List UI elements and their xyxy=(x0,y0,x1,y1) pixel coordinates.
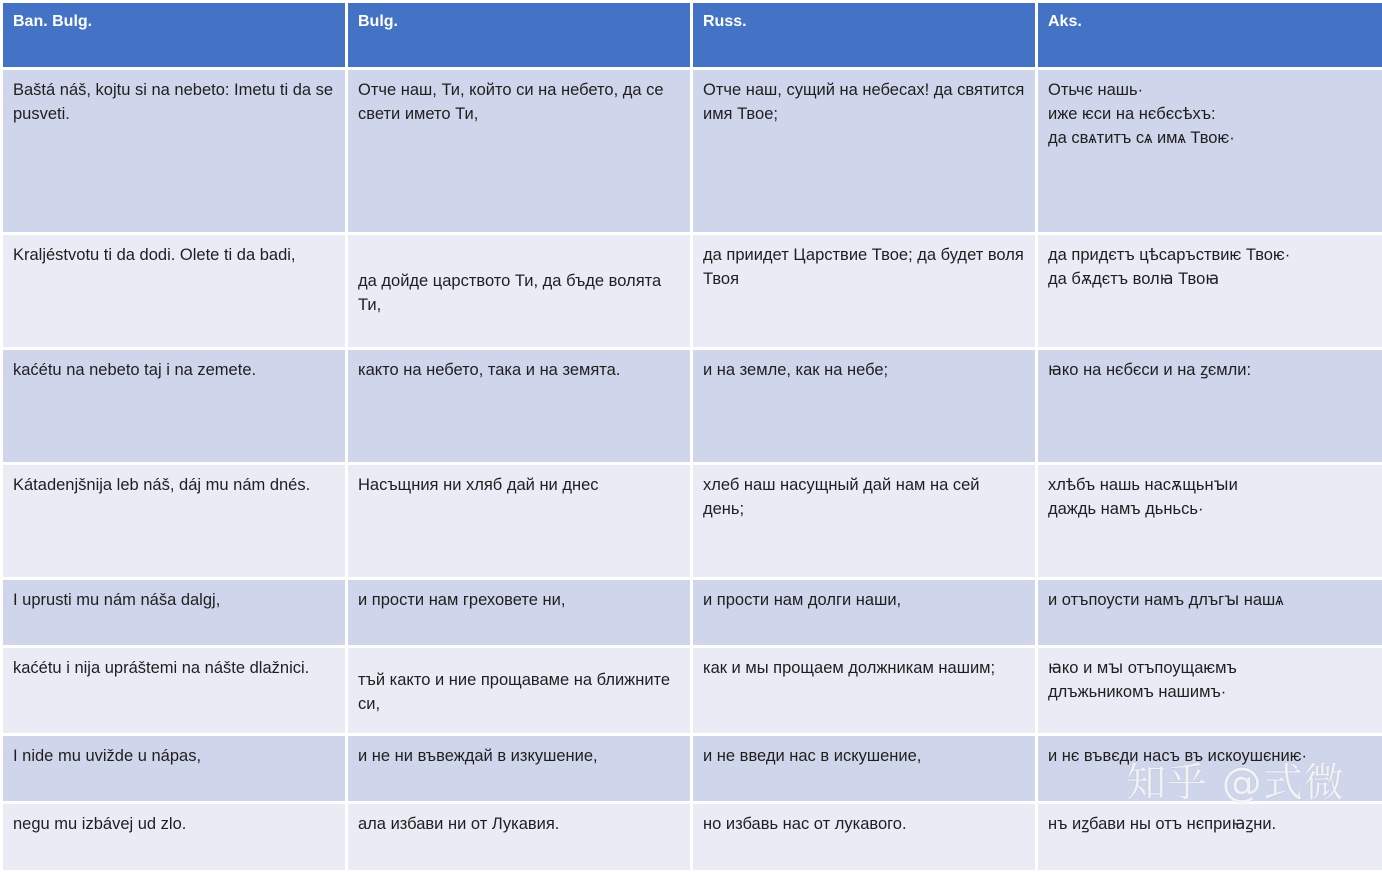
cell-russ: как и мы прощаем должникам нашим; xyxy=(692,647,1037,735)
header-bulg: Bulg. xyxy=(347,2,692,69)
cell-russ: но избавь нас от лукавого. xyxy=(692,803,1037,872)
cell-bulg: Насъщния ни хляб дай ни днес xyxy=(347,464,692,579)
cell-bulg: и прости нам греховете ни, xyxy=(347,579,692,647)
cell-russ: да приидет Царствие Твое; да будет воля Твоя xyxy=(692,234,1037,349)
aks-line: Отьчє нашь· xyxy=(1048,78,1372,102)
cell-bulg: Отче наш, Ти, който си на небето, да се свети името Ти, xyxy=(347,69,692,234)
table-row xyxy=(2,349,1382,464)
cell-ban-bulg: I uprusti mu nám náša dalgj, xyxy=(2,579,347,647)
cell-aks xyxy=(1037,464,1382,579)
table-row xyxy=(2,464,1382,579)
cell-bulg-text: да дойде царството Ти, да бъде волята Ти, xyxy=(358,243,680,317)
cell-aks xyxy=(1037,69,1382,234)
cell-ban-bulg: I nide mu uvižde u nápas, xyxy=(2,735,347,803)
cell-bulg: ала избави ни от Лукавия. xyxy=(347,803,692,872)
cell-ban-bulg: negu mu izbávej ud zlo. xyxy=(2,803,347,872)
watermark: 知乎 @式微 xyxy=(1126,758,1345,808)
aks-line: ꙗко и мꙑ отъпоущаѥмъ xyxy=(1048,656,1372,680)
table-row xyxy=(2,803,1382,872)
table-row xyxy=(2,69,1382,234)
cell-aks xyxy=(1037,234,1382,349)
cell-ban-bulg: Kraljéstvotu ti da dodi. Olete ti da badi, xyxy=(2,234,347,349)
aks-line: и отъпоусти намъ длъгꙑ нашѧ xyxy=(1048,588,1372,612)
cell-russ: и не введи нас в искушение, xyxy=(692,735,1037,803)
aks-line: хлѣбъ нашь насѫщьнꙑи xyxy=(1048,473,1372,497)
cell-ban-bulg: Kátadenjšnija leb náš, dáj mu nám dnés. xyxy=(2,464,347,579)
table-row xyxy=(2,647,1382,735)
cell-ban-bulg: kaćétu na nebeto taj i na zemete. xyxy=(2,349,347,464)
cell-bulg-text: тъй както и ние прощаваме на ближните си, xyxy=(358,656,680,716)
cell-bulg: и не ни въвеждай в изкушение, xyxy=(347,735,692,803)
aks-line: да бѫдєтъ волꙗ Твоꙗ xyxy=(1048,267,1372,291)
aks-line: ꙗко на нєбєси и на ꙁємли: xyxy=(1048,358,1372,382)
aks-line: да придєтъ цѣсаръствиѥ Твоѥ· xyxy=(1048,243,1372,267)
cell-bulg: както на небето, така и на земята. xyxy=(347,349,692,464)
aks-line: нъ иꙁбави ны отъ нєприꙗꙁни. xyxy=(1048,812,1372,836)
aks-line: иже ѥси на нєбєсѣхъ: xyxy=(1048,102,1372,126)
cell-aks xyxy=(1037,579,1382,647)
aks-line: да свѧтитъ сѧ имѧ Твоѥ· xyxy=(1048,126,1372,150)
header-russ: Russ. xyxy=(692,2,1037,69)
cell-ban-bulg: Baštá náš, kojtu si na nebeto: Imetu ti da se pusveti. xyxy=(2,69,347,234)
cell-russ: и прости нам долги наши, xyxy=(692,579,1037,647)
cell-russ: и на земле, как на небе; xyxy=(692,349,1037,464)
aks-line: и нє въвєди насъ въ искоушєниѥ· xyxy=(1048,744,1372,768)
header-row xyxy=(2,2,1382,69)
cell-aks xyxy=(1037,647,1382,735)
header-ban-bulg: Ban. Bulg. xyxy=(2,2,347,69)
table-row xyxy=(2,234,1382,349)
cell-ban-bulg: kaćétu i nija upráštemi na nášte dlažnici. xyxy=(2,647,347,735)
aks-line: длъжьникомъ нашимъ· xyxy=(1048,680,1372,704)
cell-russ: хлеб наш насущный дай нам на сей день; xyxy=(692,464,1037,579)
cell-aks xyxy=(1037,349,1382,464)
cell-aks xyxy=(1037,803,1382,872)
cell-russ: Отче наш, сущий на небесах! да святится имя Твое; xyxy=(692,69,1037,234)
cell-bulg xyxy=(347,234,692,349)
table-row xyxy=(2,579,1382,647)
header-aks: Aks. xyxy=(1037,2,1382,69)
aks-line: даждь намъ дьньсь· xyxy=(1048,497,1372,521)
cell-bulg xyxy=(347,647,692,735)
